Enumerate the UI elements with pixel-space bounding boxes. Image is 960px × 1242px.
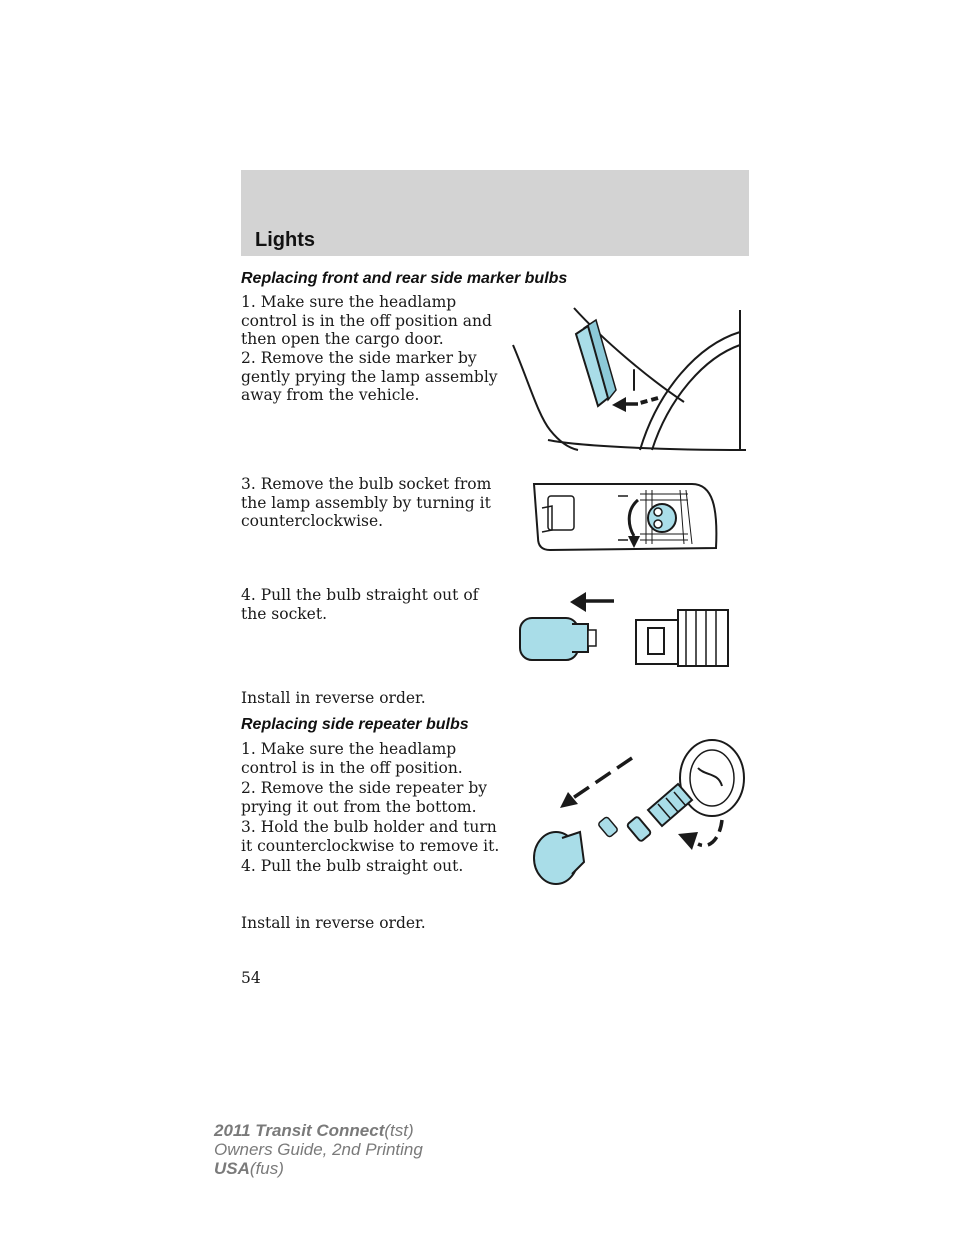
arrow-icon bbox=[612, 397, 658, 412]
bulb-socket bbox=[636, 610, 728, 666]
side-marker-lamp bbox=[576, 320, 616, 406]
section-title: Lights bbox=[255, 229, 315, 251]
repeater-lens bbox=[534, 832, 584, 884]
bulb-holder bbox=[627, 784, 692, 842]
footer-vehicle: 2011 Transit Connect bbox=[214, 1121, 385, 1140]
footer-guide: Owners Guide, 2nd Printing bbox=[214, 1140, 423, 1159]
page-number: 54 bbox=[241, 969, 261, 987]
rotate-arrow-icon bbox=[678, 820, 722, 850]
side-repeater-step-3: 3. Hold the bulb holder and turn it counterclockwise to remove it. bbox=[241, 818, 500, 855]
heading-side-repeater: Replacing side repeater bulbs bbox=[241, 716, 469, 733]
side-marker-removal-illustration bbox=[508, 300, 750, 452]
side-repeater-closing: Install in reverse order. bbox=[241, 914, 426, 932]
side-marker-step-4: 4. Pull the bulb straight out of the socket. bbox=[241, 586, 479, 623]
side-marker-step-2: 2. Remove the side marker by gently prying the lamp assembly away from the vehicle. bbox=[241, 349, 498, 404]
footer bbox=[214, 1121, 423, 1178]
side-marker-closing: Install in reverse order. bbox=[241, 689, 426, 707]
section-header-band bbox=[241, 170, 749, 256]
side-repeater-step-1: 1. Make sure the headlamp control is in the off position. bbox=[241, 740, 463, 777]
footer-market-code: (fus) bbox=[249, 1159, 284, 1178]
footer-vehicle-code: (tst) bbox=[384, 1121, 414, 1140]
heading-side-marker: Replacing front and rear side marker bulbs bbox=[241, 270, 568, 287]
pull-arrow-icon bbox=[570, 592, 614, 612]
footer-market: USA bbox=[214, 1159, 250, 1178]
side-repeater-removal-illustration bbox=[520, 738, 748, 888]
side-repeater-step-2: 2. Remove the side repeater by prying it out from the bottom. bbox=[241, 779, 488, 816]
dashed-arrow-icon bbox=[560, 758, 632, 808]
bulb-pull-illustration bbox=[516, 588, 734, 670]
bulb-socket-removal-illustration bbox=[528, 478, 722, 554]
wedge-bulb bbox=[520, 618, 596, 660]
side-marker-step-3: 3. Remove the bulb socket from the lamp assembly by turning it counterclockwise. bbox=[241, 475, 492, 530]
side-repeater-step-4: 4. Pull the bulb straight out. bbox=[241, 857, 464, 875]
side-marker-step-1: 1. Make sure the headlamp control is in the off position and then open the cargo door. bbox=[241, 293, 492, 348]
